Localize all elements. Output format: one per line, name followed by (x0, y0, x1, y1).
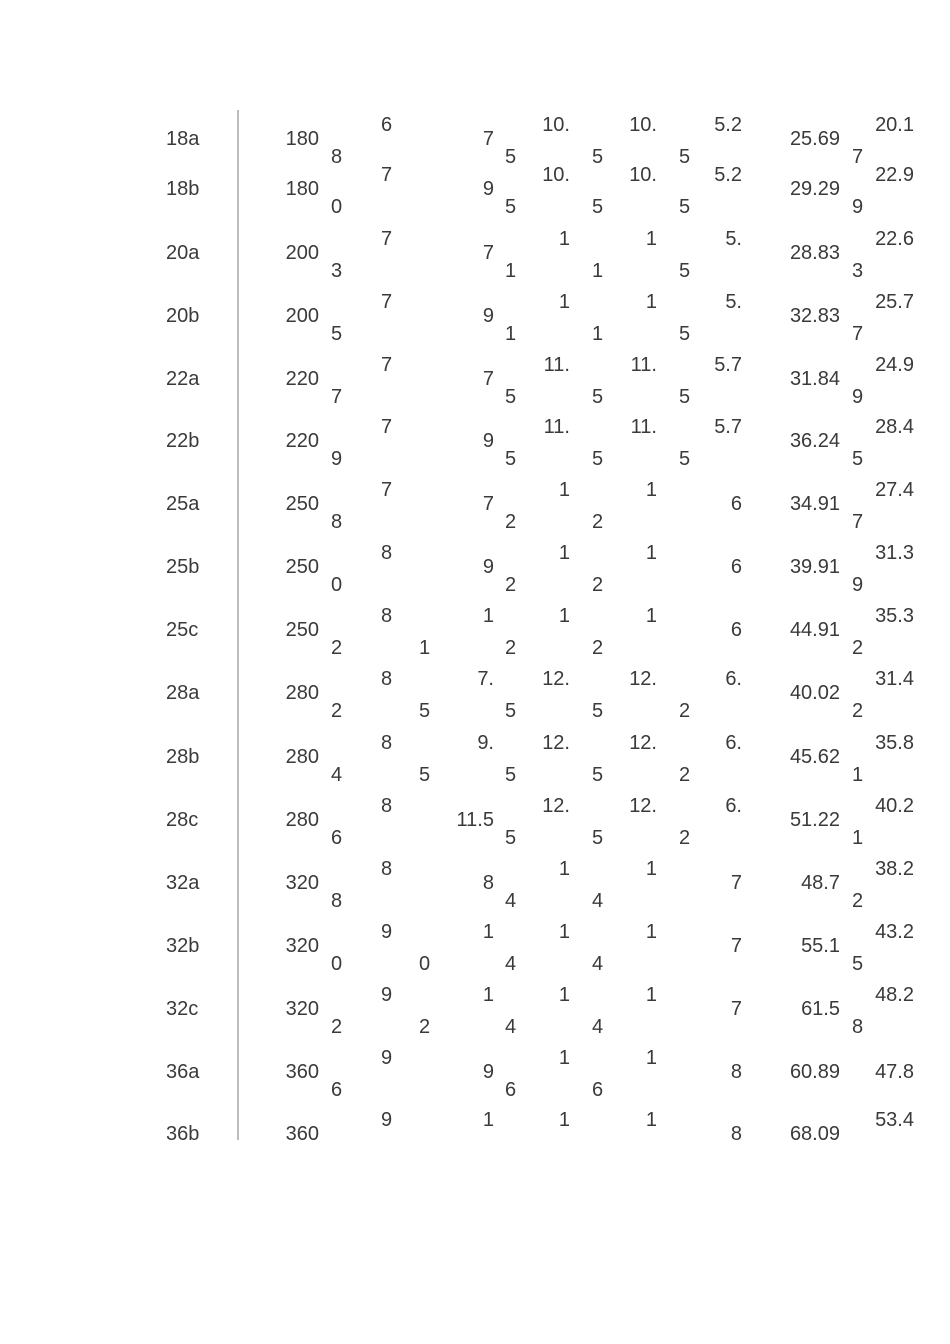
cell-t5: 5 (679, 323, 691, 345)
cell-label: 18a (166, 128, 200, 150)
cell-h: 360 (285, 1123, 319, 1145)
cell-j: 28.4 (875, 416, 914, 438)
cell-t2: 5 (419, 700, 431, 722)
cell-e: 12. (542, 795, 570, 817)
cell-k: 7 (852, 146, 864, 168)
cell-label: 20b (166, 305, 200, 327)
cell-d: 9 (482, 430, 494, 452)
cell-g: 6 (730, 556, 742, 578)
cell-k: 2 (852, 890, 864, 912)
cell-w: 8 (381, 795, 393, 817)
table-row (0, 412, 950, 472)
cell-t4: 5 (592, 448, 604, 470)
cell-k: 3 (852, 260, 864, 282)
table-row (0, 1043, 950, 1103)
table-row (0, 160, 950, 220)
cell-t2: 2 (419, 1016, 431, 1038)
cell-k: 1 (852, 827, 864, 849)
table-row (0, 224, 950, 284)
cell-t5: 2 (679, 700, 691, 722)
table-row (0, 664, 950, 724)
cell-t4: 5 (592, 386, 604, 408)
cell-t5: 5 (679, 260, 691, 282)
cell-j: 27.4 (875, 479, 914, 501)
cell-k: 2 (852, 637, 864, 659)
cell-h: 320 (285, 998, 319, 1020)
cell-t1: 3 (331, 260, 343, 282)
table-row (0, 538, 950, 598)
cell-label: 32a (166, 872, 200, 894)
cell-label: 28a (166, 682, 200, 704)
cell-label: 28b (166, 746, 200, 768)
cell-t3: 5 (505, 196, 517, 218)
cell-t3: 4 (505, 1016, 517, 1038)
table-row (0, 728, 950, 788)
cell-i: 31.84 (789, 368, 840, 390)
cell-w: 7 (381, 291, 393, 313)
cell-j: 48.2 (875, 984, 914, 1006)
cell-j: 22.6 (875, 228, 914, 250)
cell-t1: 8 (331, 511, 343, 533)
cell-f: 1 (645, 542, 657, 564)
cell-h: 180 (285, 178, 319, 200)
cell-h: 250 (285, 619, 319, 641)
cell-h: 360 (285, 1061, 319, 1083)
cell-g: 6 (730, 619, 742, 641)
cell-t1: 8 (331, 146, 343, 168)
cell-g: 8 (730, 1061, 742, 1083)
cell-d: 7. (477, 668, 494, 690)
cell-t3: 1 (505, 260, 517, 282)
cell-t4: 4 (592, 953, 604, 975)
cell-label: 22b (166, 430, 200, 452)
cell-d: 9 (482, 1061, 494, 1083)
cell-d: 1 (482, 605, 494, 627)
table-row (0, 601, 950, 661)
table-row (0, 475, 950, 535)
cell-t1: 4 (331, 764, 343, 786)
cell-f: 1 (645, 479, 657, 501)
cell-j: 35.8 (875, 732, 914, 754)
cell-g: 5.7 (714, 416, 742, 438)
cell-t5: 2 (679, 764, 691, 786)
cell-k: 7 (852, 323, 864, 345)
cell-i: 25.69 (789, 128, 840, 150)
cell-label: 36b (166, 1123, 200, 1145)
cell-f: 1 (645, 291, 657, 313)
cell-g: 5.2 (714, 114, 742, 136)
cell-w: 9 (381, 921, 393, 943)
cell-w: 9 (381, 1109, 393, 1131)
cell-t1: 5 (331, 323, 343, 345)
cell-w: 9 (381, 984, 393, 1006)
cell-j: 22.9 (875, 164, 914, 186)
cell-t4: 2 (592, 511, 604, 533)
cell-w: 6 (381, 114, 393, 136)
cell-f: 1 (645, 1047, 657, 1069)
cell-e: 1 (558, 479, 570, 501)
cell-t3: 5 (505, 448, 517, 470)
cell-f: 1 (645, 984, 657, 1006)
cell-i: 61.5 (801, 998, 840, 1020)
cell-label: 32c (166, 998, 199, 1020)
cell-t5: 5 (679, 146, 691, 168)
table-row (0, 980, 950, 1040)
cell-g: 6. (725, 668, 742, 690)
cell-t5: 5 (679, 196, 691, 218)
cell-w: 7 (381, 416, 393, 438)
cell-label: 36a (166, 1061, 200, 1083)
cell-j: 20.1 (875, 114, 914, 136)
cell-d: 7 (482, 128, 494, 150)
cell-w: 9 (381, 1047, 393, 1069)
cell-j: 43.2 (875, 921, 914, 943)
cell-e: 11. (543, 354, 570, 376)
cell-e: 1 (558, 291, 570, 313)
cell-h: 250 (285, 493, 319, 515)
cell-g: 5. (725, 228, 742, 250)
cell-t1: 0 (331, 196, 343, 218)
cell-i: 29.29 (789, 178, 840, 200)
cell-i: 32.83 (789, 305, 840, 327)
cell-g: 5.2 (714, 164, 742, 186)
cell-i: 55.1 (801, 935, 840, 957)
cell-k: 1 (852, 764, 864, 786)
cell-t3: 5 (505, 386, 517, 408)
cell-j: 47.8 (875, 1061, 914, 1083)
cell-i: 39.91 (789, 556, 840, 578)
cell-t4: 1 (592, 323, 604, 345)
cell-i: 28.83 (789, 242, 840, 264)
cell-e: 11. (543, 416, 570, 438)
cell-d: 7 (482, 242, 494, 264)
cell-i: 45.62 (789, 746, 840, 768)
cell-f: 12. (629, 668, 657, 690)
cell-d: 9 (482, 556, 494, 578)
cell-t4: 5 (592, 146, 604, 168)
cell-i: 51.22 (789, 809, 840, 831)
cell-e: 1 (558, 1109, 570, 1131)
cell-t1: 2 (331, 637, 343, 659)
cell-d: 8 (482, 872, 494, 894)
cell-d: 1 (482, 1109, 494, 1131)
cell-t1: 7 (331, 386, 343, 408)
cell-t2: 0 (419, 953, 431, 975)
cell-w: 8 (381, 668, 393, 690)
cell-t4: 5 (592, 827, 604, 849)
cell-h: 280 (285, 809, 319, 831)
table-row (0, 791, 950, 851)
cell-t3: 2 (505, 511, 517, 533)
cell-t3: 2 (505, 574, 517, 596)
cell-d: 9. (477, 732, 494, 754)
cell-f: 10. (629, 114, 657, 136)
cell-j: 40.2 (875, 795, 914, 817)
cell-k: 8 (852, 1016, 864, 1038)
cell-g: 5. (725, 291, 742, 313)
cell-j: 24.9 (875, 354, 914, 376)
cell-k: 5 (852, 448, 864, 470)
cell-g: 7 (730, 935, 742, 957)
cell-t3: 6 (505, 1079, 517, 1101)
cell-t3: 5 (505, 700, 517, 722)
cell-d: 7 (482, 368, 494, 390)
cell-label: 25c (166, 619, 199, 641)
cell-f: 1 (645, 605, 657, 627)
cell-i: 36.24 (789, 430, 840, 452)
cell-t3: 5 (505, 827, 517, 849)
cell-j: 25.7 (875, 291, 914, 313)
cell-g: 7 (730, 872, 742, 894)
cell-h: 280 (285, 682, 319, 704)
cell-t3: 1 (505, 323, 517, 345)
cell-t1: 0 (331, 574, 343, 596)
cell-label: 25b (166, 556, 200, 578)
cell-d: 1 (482, 921, 494, 943)
cell-w: 8 (381, 732, 393, 754)
cell-e: 1 (558, 542, 570, 564)
cell-k: 9 (852, 574, 864, 596)
cell-g: 6. (725, 732, 742, 754)
cell-t4: 5 (592, 764, 604, 786)
cell-j: 35.3 (875, 605, 914, 627)
cell-f: 1 (645, 228, 657, 250)
cell-j: 53.4 (875, 1109, 914, 1131)
cell-label: 22a (166, 368, 200, 390)
cell-label: 25a (166, 493, 200, 515)
cell-h: 280 (285, 746, 319, 768)
cell-k: 5 (852, 953, 864, 975)
cell-t4: 6 (592, 1079, 604, 1101)
cell-i: 44.91 (789, 619, 840, 641)
cell-e: 12. (542, 668, 570, 690)
cell-label: 32b (166, 935, 200, 957)
cell-t4: 5 (592, 196, 604, 218)
cell-g: 7 (730, 998, 742, 1020)
cell-e: 1 (558, 984, 570, 1006)
cell-g: 6 (730, 493, 742, 515)
cell-t1: 2 (331, 1016, 343, 1038)
cell-w: 8 (381, 605, 393, 627)
cell-w: 8 (381, 858, 393, 880)
cell-d: 9 (482, 305, 494, 327)
cell-t4: 4 (592, 1016, 604, 1038)
cell-e: 10. (542, 164, 570, 186)
cell-i: 48.7 (801, 872, 840, 894)
table-row (0, 854, 950, 914)
cell-t1: 8 (331, 890, 343, 912)
cell-f: 1 (645, 921, 657, 943)
cell-k: 2 (852, 700, 864, 722)
cell-t5: 2 (679, 827, 691, 849)
cell-d: 1 (482, 984, 494, 1006)
cell-i: 34.91 (789, 493, 840, 515)
cell-d: 7 (482, 493, 494, 515)
cell-t4: 5 (592, 700, 604, 722)
cell-i: 40.02 (789, 682, 840, 704)
cell-t1: 6 (331, 1079, 343, 1101)
cell-f: 1 (645, 858, 657, 880)
cell-h: 320 (285, 935, 319, 957)
cell-d: 9 (482, 178, 494, 200)
table-row (0, 1105, 950, 1165)
cell-g: 5.7 (714, 354, 742, 376)
cell-t1: 6 (331, 827, 343, 849)
cell-f: 10. (629, 164, 657, 186)
cell-j: 31.4 (875, 668, 914, 690)
cell-t3: 4 (505, 890, 517, 912)
cell-j: 31.3 (875, 542, 914, 564)
cell-j: 38.2 (875, 858, 914, 880)
cell-h: 200 (285, 242, 319, 264)
table-row (0, 350, 950, 410)
cell-label: 28c (166, 809, 199, 831)
cell-w: 7 (381, 479, 393, 501)
cell-t3: 2 (505, 637, 517, 659)
cell-t5: 5 (679, 448, 691, 470)
cell-t3: 5 (505, 764, 517, 786)
cell-w: 8 (381, 542, 393, 564)
cell-e: 1 (558, 921, 570, 943)
cell-d: 11.5 (456, 809, 494, 831)
cell-t1: 9 (331, 448, 343, 470)
cell-g: 8 (730, 1123, 742, 1145)
cell-f: 11. (630, 354, 657, 376)
cell-h: 200 (285, 305, 319, 327)
cell-w: 7 (381, 164, 393, 186)
cell-label: 20a (166, 242, 200, 264)
table-row (0, 287, 950, 347)
cell-f: 1 (645, 1109, 657, 1131)
cell-t4: 1 (592, 260, 604, 282)
cell-h: 320 (285, 872, 319, 894)
cell-e: 1 (558, 1047, 570, 1069)
cell-t4: 2 (592, 574, 604, 596)
cell-f: 12. (629, 795, 657, 817)
cell-label: 18b (166, 178, 200, 200)
cell-e: 1 (558, 228, 570, 250)
cell-t2: 1 (419, 637, 431, 659)
cell-t1: 2 (331, 700, 343, 722)
table-row (0, 917, 950, 977)
cell-t5: 5 (679, 386, 691, 408)
cell-k: 7 (852, 511, 864, 533)
cell-e: 1 (558, 605, 570, 627)
cell-w: 7 (381, 354, 393, 376)
cell-e: 1 (558, 858, 570, 880)
cell-e: 12. (542, 732, 570, 754)
cell-k: 9 (852, 196, 864, 218)
cell-i: 68.09 (789, 1123, 840, 1145)
cell-e: 10. (542, 114, 570, 136)
cell-h: 180 (285, 128, 319, 150)
cell-h: 250 (285, 556, 319, 578)
cell-k: 9 (852, 386, 864, 408)
cell-f: 11. (630, 416, 657, 438)
cell-t4: 2 (592, 637, 604, 659)
cell-h: 220 (285, 368, 319, 390)
cell-t4: 4 (592, 890, 604, 912)
cell-t1: 0 (331, 953, 343, 975)
cell-g: 6. (725, 795, 742, 817)
cell-t3: 5 (505, 146, 517, 168)
cell-w: 7 (381, 228, 393, 250)
cell-t2: 5 (419, 764, 431, 786)
cell-i: 60.89 (789, 1061, 840, 1083)
cell-f: 12. (629, 732, 657, 754)
cell-h: 220 (285, 430, 319, 452)
cell-t3: 4 (505, 953, 517, 975)
